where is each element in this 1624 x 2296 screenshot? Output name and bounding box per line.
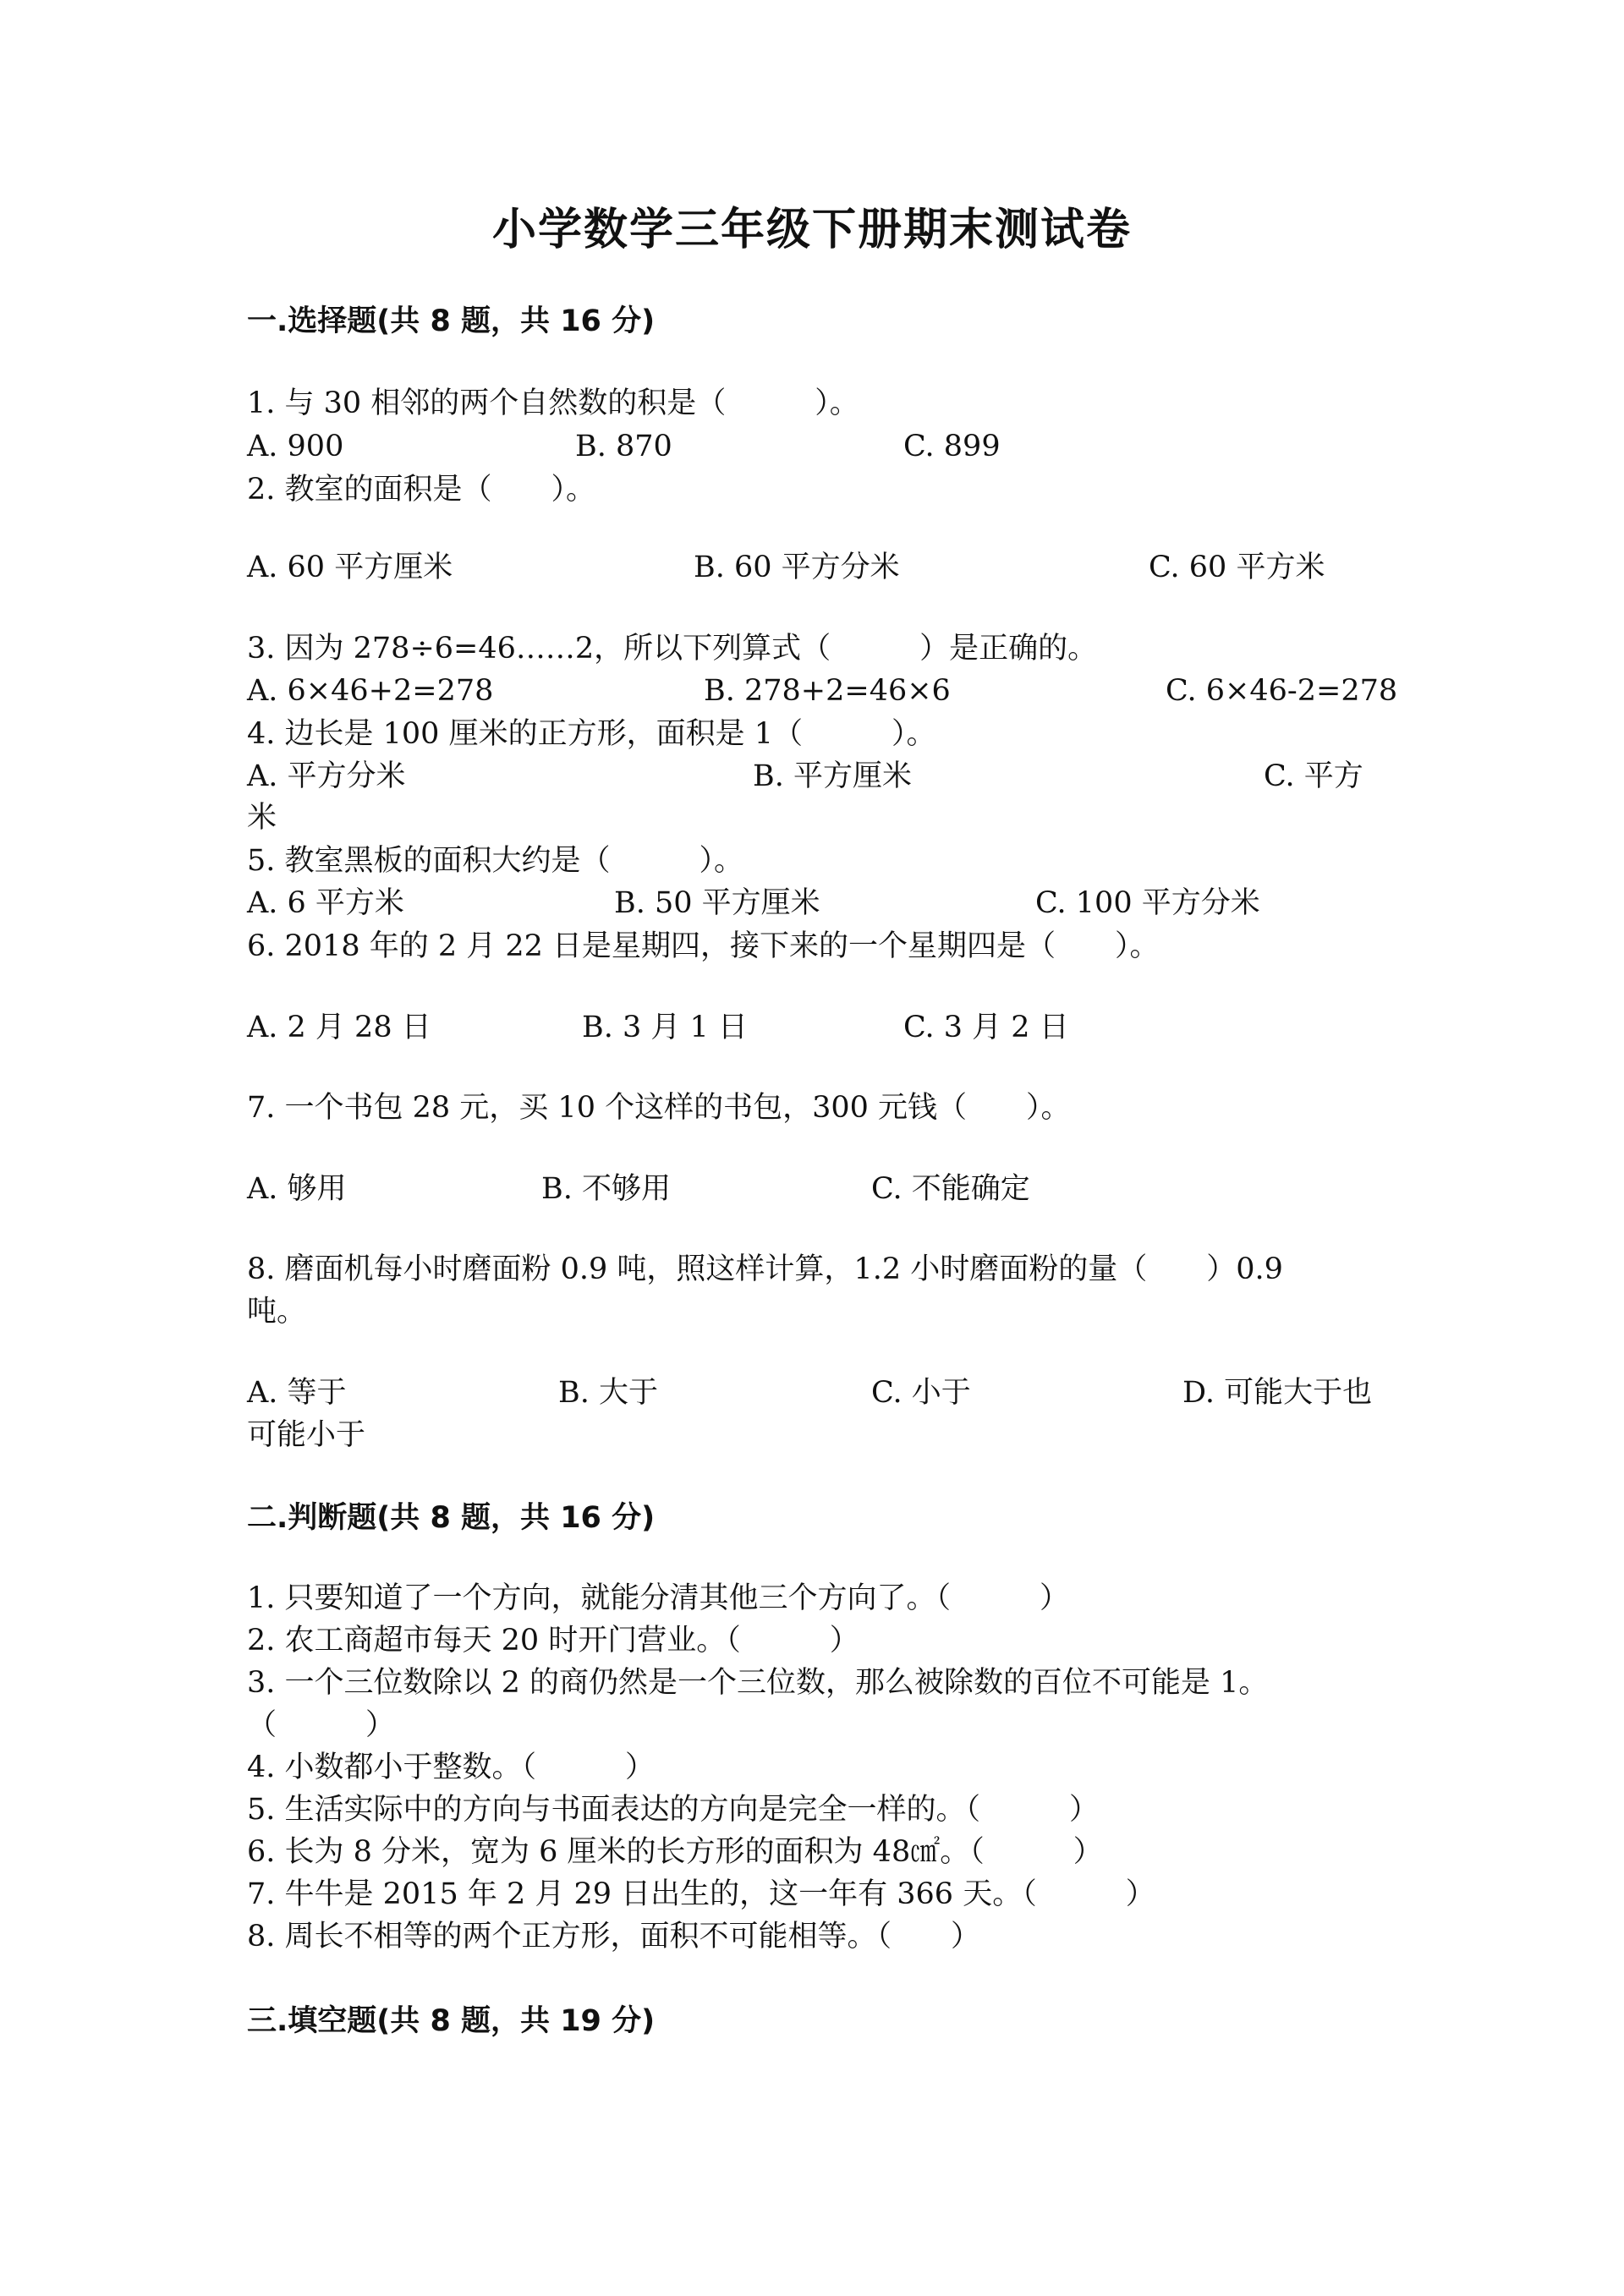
- option-c: C. 小于: [871, 1376, 971, 1410]
- option-b: B. 不够用: [541, 1172, 671, 1206]
- question-stem: 2. 教室的面积是（ ）。: [247, 473, 596, 507]
- option-c: C. 3 月 2 日: [903, 1011, 1069, 1044]
- option-b: B. 870: [575, 430, 672, 463]
- page-title: 小学数学三年级下册期末测试卷: [491, 204, 1132, 255]
- option-c: C. 60 平方米: [1149, 551, 1325, 584]
- section-heading-fill-blank: 三.填空题(共 8 题，共 19 分): [247, 2004, 656, 2038]
- question-stem: 4. 边长是 100 厘米的正方形，面积是 1（ ）。: [247, 717, 936, 751]
- option-b: B. 大于: [558, 1376, 658, 1410]
- question-stem: 8. 磨面机每小时磨面粉 0.9 吨，照这样计算，1.2 小时磨面粉的量（ ）0.9: [247, 1252, 1283, 1286]
- question-stem: 3. 因为 278÷6=46……2，所以下列算式（ ）是正确的。: [247, 632, 1098, 666]
- option-d: D. 可能大于也: [1182, 1376, 1373, 1410]
- question-stem-continued: 吨。: [247, 1295, 307, 1329]
- option-b: B. 3 月 1 日: [582, 1011, 748, 1044]
- option-a: A. 60 平方厘米: [247, 551, 453, 584]
- judgement-item: 8. 周长不相等的两个正方形，面积不可能相等。（ ）: [247, 1920, 981, 1954]
- option-b: B. 50 平方厘米: [614, 886, 820, 920]
- option-c: C. 平方: [1264, 759, 1363, 793]
- option-a: A. 等于: [247, 1376, 347, 1410]
- option-a: A. 2 月 28 日: [247, 1011, 431, 1044]
- option-b: B. 278+2=46×6: [704, 674, 951, 708]
- option-c: C. 6×46-2=278: [1166, 674, 1398, 708]
- option-b: B. 60 平方分米: [694, 551, 900, 584]
- section-heading-choice: 一.选择题(共 8 题，共 16 分): [247, 304, 656, 338]
- question-stem: 1. 与 30 相邻的两个自然数的积是（ ）。: [247, 386, 859, 420]
- option-b: B. 平方厘米: [753, 759, 912, 793]
- option-c: C. 899: [903, 430, 1001, 463]
- judgement-item: 2. 农工商超市每天 20 时开门营业。（ ）: [247, 1624, 859, 1658]
- judgement-item: 3. 一个三位数除以 2 的商仍然是一个三位数，那么被除数的百位不可能是 1。: [247, 1666, 1269, 1700]
- option-a: A. 6×46+2=278: [247, 674, 494, 708]
- option-c: C. 不能确定: [871, 1172, 1030, 1206]
- option-a: A. 平方分米: [247, 759, 406, 793]
- option-d-continued: 可能小于: [247, 1418, 366, 1452]
- question-stem: 6. 2018 年的 2 月 22 日是星期四，接下来的一个星期四是（ ）。: [247, 929, 1160, 963]
- option-a: A. 900: [247, 430, 344, 463]
- question-stem: 7. 一个书包 28 元，买 10 个这样的书包，300 元钱（ ）。: [247, 1091, 1071, 1125]
- option-c: C. 100 平方分米: [1035, 886, 1260, 920]
- judgement-item: 1. 只要知道了一个方向，就能分清其他三个方向了。（ ）: [247, 1581, 1070, 1615]
- question-stem: 5. 教室黑板的面积大约是（ ）。: [247, 844, 744, 878]
- judgement-item: 5. 生活实际中的方向与书面表达的方向是完全一样的。（ ）: [247, 1793, 1100, 1827]
- option-a: A. 够用: [247, 1172, 347, 1206]
- option-c-continued: 米: [247, 801, 277, 835]
- option-a: A. 6 平方米: [247, 886, 404, 920]
- judgement-item: 7. 牛牛是 2015 年 2 月 29 日出生的，这一年有 366 天。（ ）: [247, 1877, 1155, 1911]
- judgement-item-continued: （ ）: [247, 1708, 396, 1742]
- section-heading-judgement: 二.判断题(共 8 题，共 16 分): [247, 1501, 656, 1535]
- judgement-item: 6. 长为 8 分米，宽为 6 厘米的长方形的面积为 48㎠。（ ）: [247, 1835, 1103, 1869]
- judgement-item: 4. 小数都小于整数。（ ）: [247, 1751, 656, 1784]
